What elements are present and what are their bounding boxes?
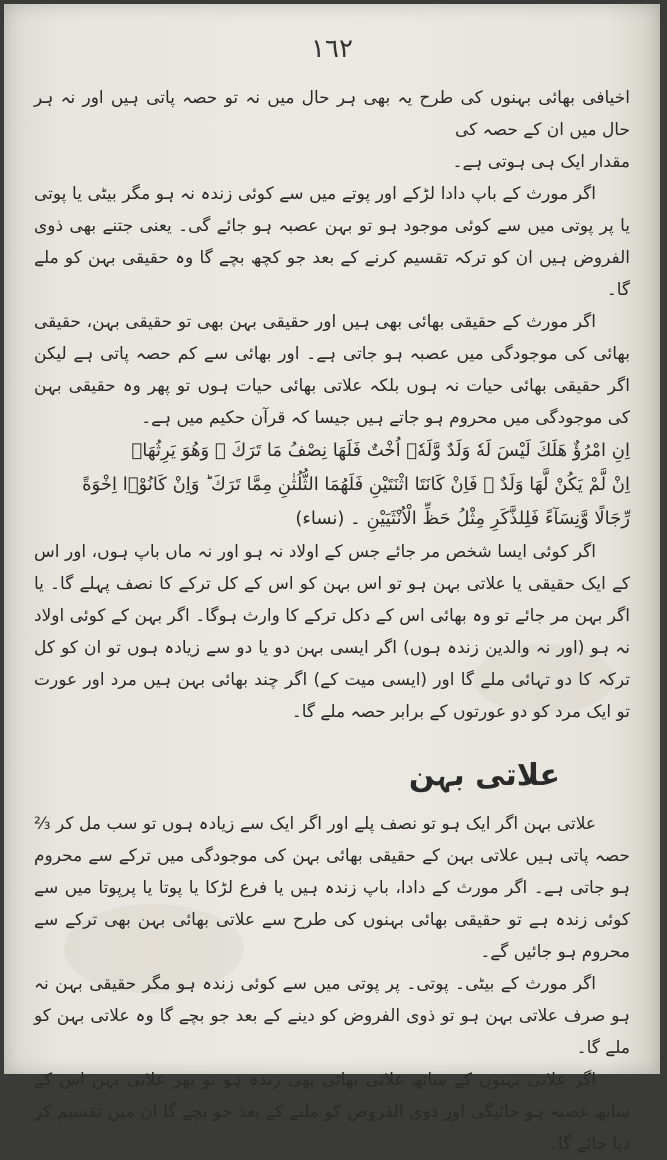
paragraph: اگر مورث کے حقیقی بھائی بھی ہیں اور حقیقی بہن بھی تو حقیقی بہن، حقیقی بھائی کی موجودگی میں عصبہ ہو جاتی ہے۔ اور بھائی سے کم حصہ پاتی ہے لیکن اگر حقیقی بھائی حیات نہ ہوں بلکہ علاتی بھائی حیات ہوں تو پھر وہ حقیقی بہن کی موجودگی میں محروم ہو جاتے ہیں جیسا کہ قرآن حکیم میں ہے۔ [34,312,630,428]
quran-verse-line: اِنْ لَّمْ يَكُنْ لَّهَا وَلَدٌ ۚ فَاِنْ كَانَتَا اثْنَتَيْنِ فَلَهُمَا الثُّلُثٰنِ مِمَّا تَرَكَ ؕ وَاِنْ كَانُوْۤا اِخْوَةً [82,474,630,495]
page-number: ١٦٢ [311,34,353,64]
paragraph: اگر مورث کے بیٹی۔ پوتی۔ پر پوتی میں سے کوئی زندہ ہو مگر حقیقی بہن نہ ہو صرف علاتی بہن ہو تو ذوی الفروض کو دینے کے بعد جو بچے گا وہ علاتی بہن کو ملے گا۔ [34,974,630,1058]
paragraph-line: مقدار ایک ہی ہوتی ہے۔ [452,152,630,172]
paragraph: اگر کوئی ایسا شخص مر جائے جس کے اولاد نہ ہو اور نہ ماں باپ ہوں، اور اس کے ایک حقیقی یا علاتی بہن ہو تو اس بہن کو اس کے کل ترکے کا نصف پہلے گا۔ یا اگر بہن مر جائے تو وہ بھائی اس کے دکل ترکے کا وارث ہوگا۔ اگر بہن کے کوئی اولاد نہ ہو (اور نہ والدین زندہ ہوں) اگر ایسی بہن دو یا دو سے زیادہ ہوں تو ان کو کل ترکہ کا دو تہائی ملے گا اور (ایسی میت کے) اگر چند بھائی بہن ہیں مرد اور عورت تو ایک مرد کو دو عورتوں کے برابر حصہ ملے گا۔ [34,542,630,722]
paragraph: اگر علاتی بہنوں کے ساتھ علاتی بھائی بھی زندہ ہو تو پھر علاتی بہن اس کے ساتھ عصبہ ہو جائیگی اور ذوی الفروض کو ملنے کے بعد جو بچے گا ان میں تقسیم کر دیا جائے گا۔ [34,1070,630,1154]
paragraph-line: اخیافی بھائی بہنوں کی طرح یہ بھی ہر حال میں نہ تو حصہ پاتی ہیں اور نہ ہر حال میں ان کے حصہ کی [34,88,630,140]
section-heading: علاتی بہن [408,758,560,793]
quran-verse-line: رِّجَالًا وَّنِسَآءً فَلِلذَّكَرِ مِثْلُ حَظِّ الْاُنْثَيَيْنِ ۔ (نساء) [295,508,630,529]
document-page [4,4,660,1154]
paragraph: اگر مورث کے باپ دادا لڑکے اور پوتے میں سے کوئی زندہ نہ ہو مگر بیٹی یا پوتی یا پر پوتی میں سے کوئی موجود ہو تو بہن عصبہ ہو جائے گی۔ یعنی جتنے بھی ذوی الفروض ہیں ان کو ترکہ تقسیم کرنے کے بعد جو کچھ بچے گا وہ حقیقی بہن کو ملے گا۔ [34,184,630,300]
quran-verse-line: اِنِ امْرُؤٌ هَلَكَ لَيْسَ لَهٗ وَلَدٌ وَّلَهٗۤ اُخْتٌ فَلَهَا نِصْفُ مَا تَرَكَ ۚ وَهُوَ يَرِثُهَاۤ [131,440,630,461]
paragraph: علاتی بہن اگر ایک ہو تو نصف پلے اور اگر ایک سے زیادہ ہوں تو سب مل کر ⅔ حصہ پاتی ہیں علاتی بہن کے حقیقی بھائی بہن کی موجودگی میں ترکے سے محروم ہو جاتی ہے۔ اگر مورث کے دادا، باپ زندہ ہیں یا فرع لڑکا یا پوتا یا پرپوتا میں سے کوئی زندہ ہے تو حقیقی بھائی بہنوں کی طرح سے علاتی بھائی بہن بھی ترکے سے محروم ہو جائیں گے۔ [34,814,630,962]
page-body [34,82,630,1160]
